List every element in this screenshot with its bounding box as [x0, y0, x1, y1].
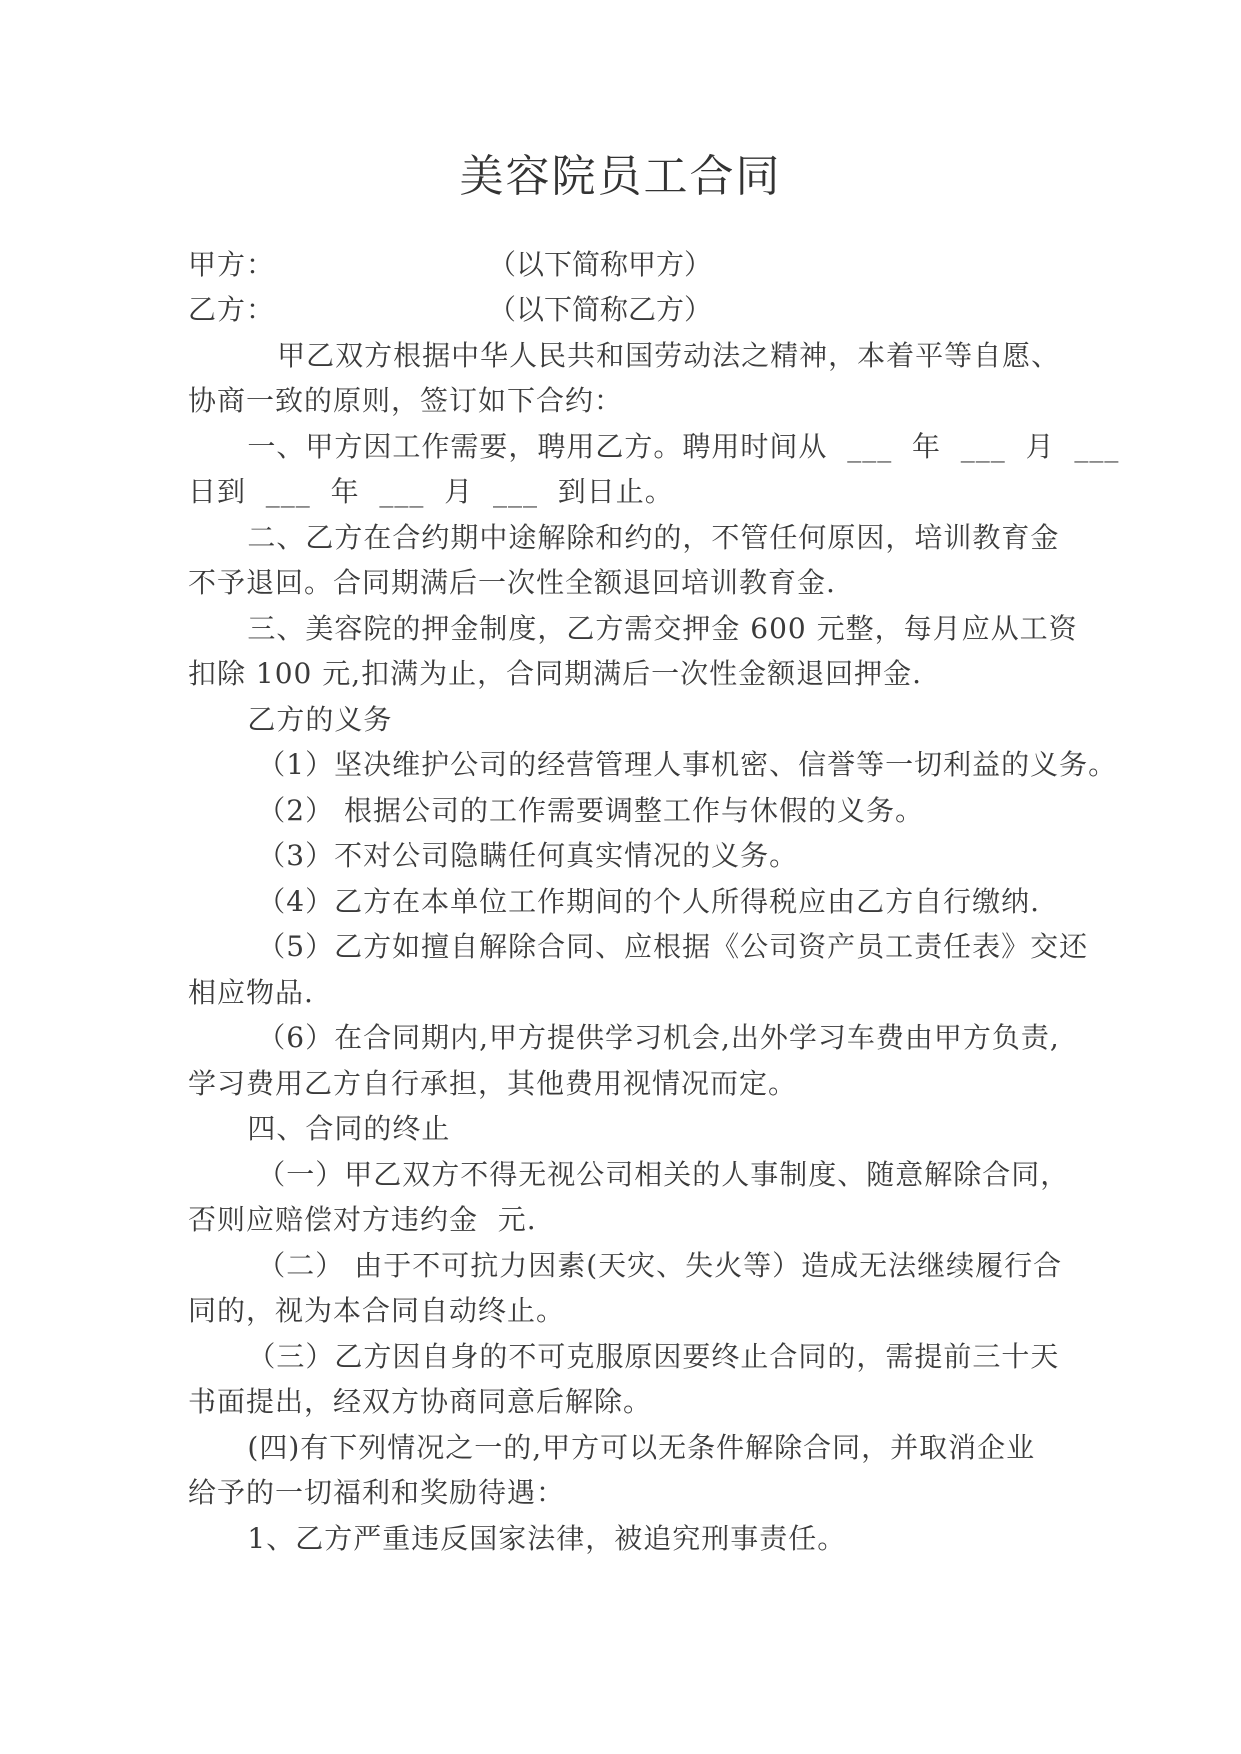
- body-line: 日到 ___ 年 ___ 月 ___ 到日止。: [188, 475, 674, 508]
- document-title: 美容院员工合同: [459, 151, 782, 202]
- body-line: (四)有下列情况之一的,甲方可以无条件解除合同，并取消企业: [188, 1431, 1036, 1464]
- body-line: 1、乙方严重违反国家法律，被追究刑事责任。: [188, 1522, 847, 1555]
- body-line: 乙方的义务: [188, 703, 393, 736]
- body-line: （一）甲乙双方不得无视公司相关的人事制度、随意解除合同，: [188, 1158, 1070, 1191]
- party-b-note: （以下简称乙方）: [488, 293, 713, 326]
- body-line: 一、甲方因工作需要，聘用乙方。聘用时间从 ___ 年 ___ 月 ___: [188, 430, 1120, 463]
- body-line: 不予退回。合同期满后一次性全额退回培训教育金.: [188, 566, 836, 599]
- body-line: 协商一致的原则，签订如下合约：: [188, 384, 624, 417]
- party-a-label: 甲方：: [188, 248, 276, 281]
- body-line: 书面提出，经双方协商同意后解除。: [188, 1385, 653, 1418]
- body-line: （3）不对公司隐瞒任何真实情况的义务。: [188, 839, 799, 872]
- body-line: 否则应赔偿对方违约金 元.: [188, 1203, 537, 1236]
- body-line: 学习费用乙方自行承担，其他费用视情况而定。: [188, 1067, 798, 1100]
- body-line: 甲乙双方根据中华人民共和国劳动法之精神，本着平等自愿、: [188, 339, 1061, 372]
- body-line: （5）乙方如擅自解除合同、应根据《公司资产员工责任表》交还: [188, 930, 1089, 963]
- body-line: 同的，视为本合同自动终止。: [188, 1294, 566, 1327]
- party-a-note: （以下简称甲方）: [488, 248, 713, 281]
- body-line: 二、乙方在合约期中途解除和约的，不管任何原因，培训教育金: [188, 521, 1060, 554]
- body-line: （1）坚决维护公司的经营管理人事机密、信誉等一切利益的义务。: [188, 748, 1118, 781]
- body-line: 三、美容院的押金制度，乙方需交押金 600 元整，每月应从工资: [188, 612, 1078, 645]
- body-line: 扣除 100 元,扣满为止，合同期满后一次性金额退回押金.: [188, 657, 923, 690]
- party-b-label: 乙方：: [188, 293, 276, 326]
- body-line: 四、合同的终止: [188, 1112, 451, 1145]
- body-line: （6）在合同期内,甲方提供学习机会,出外学习车费由甲方负责,: [188, 1021, 1060, 1054]
- body-line: 给予的一切福利和奖励待遇：: [188, 1476, 566, 1509]
- body-line: （2） 根据公司的工作需要调整工作与休假的义务。: [188, 794, 925, 827]
- body-line: （4）乙方在本单位工作期间的个人所得税应由乙方自行缴纳.: [188, 885, 1041, 918]
- body-line: （三）乙方因自身的不可克服原因要终止合同的，需提前三十天: [188, 1340, 1060, 1373]
- body-line: 相应物品.: [188, 976, 314, 1009]
- body-line: （二） 由于不可抗力因素(天灾、失火等）造成无法继续履行合: [188, 1249, 1063, 1282]
